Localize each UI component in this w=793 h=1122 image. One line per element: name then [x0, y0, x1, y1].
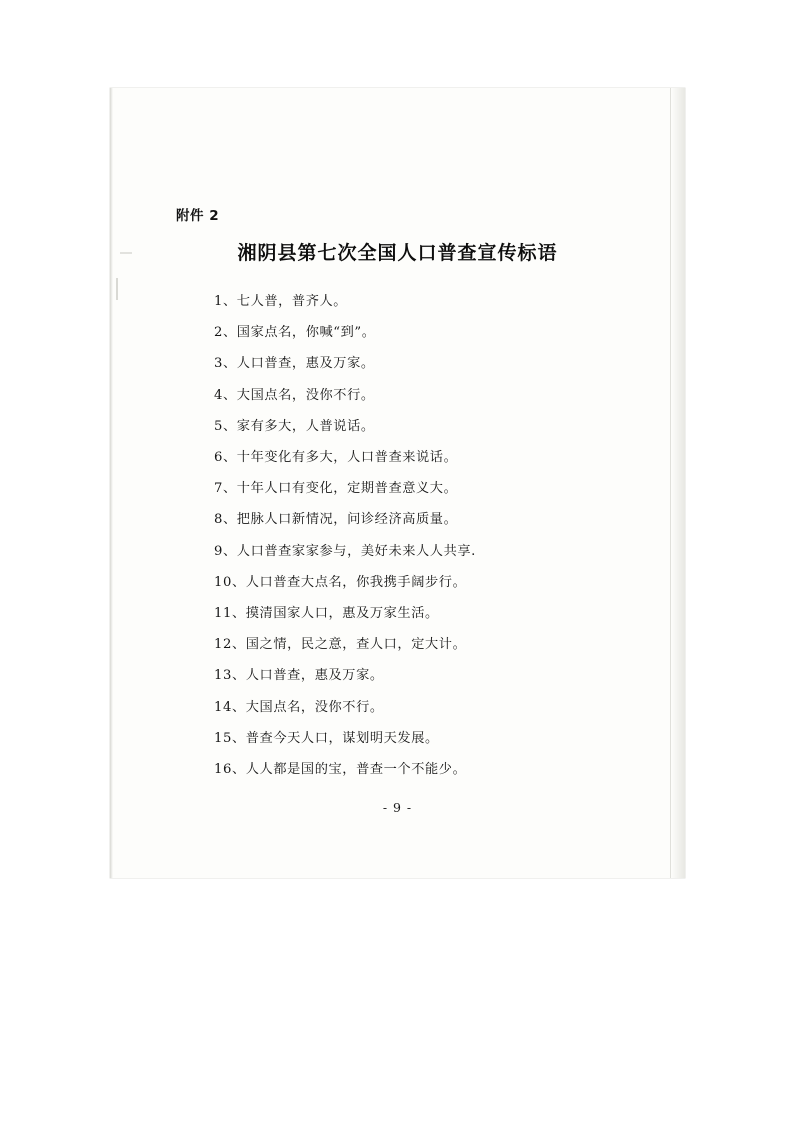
slogan-list [214, 286, 644, 785]
page-number: - 9 - [382, 800, 413, 815]
list-item: 9、人口普查家家参与，美好未来人人共享. [214, 543, 476, 559]
list-item: 14、大国点名，没你不行。 [214, 699, 384, 715]
list-item: 4、大国点名，没你不行。 [214, 387, 375, 403]
list-item: 12、国之情，民之意，查人口，定大计。 [214, 637, 467, 653]
list-item: 8、把脉人口新情况，问诊经济高质量。 [214, 512, 458, 528]
list-item: 6、十年变化有多大，人口普查来说话。 [214, 450, 458, 466]
page-title: 湘阴县第七次全国人口普查宣传标语 [237, 242, 558, 264]
list-item: 10、人口普查大点名，你我携手阔步行。 [214, 574, 467, 590]
list-item: 16、人人都是国的宝，普查一个不能少。 [214, 762, 467, 778]
scanned-page [110, 88, 685, 878]
list-item: 15、普查今天人口，谋划明天发展。 [214, 730, 439, 746]
list-item: 11、摸清国家人口，惠及万家生活。 [214, 606, 439, 622]
list-item: 13、人口普查，惠及万家。 [214, 668, 384, 684]
document-body [110, 88, 685, 878]
list-item: 2、国家点名，你喊“到”。 [214, 325, 376, 341]
list-item: 5、家有多大，人普说话。 [214, 418, 375, 434]
list-item: 3、人口普查，惠及万家。 [214, 356, 375, 372]
list-item: 7、十年人口有变化，定期普查意义大。 [214, 481, 458, 497]
list-item: 1、七人普，普齐人。 [214, 294, 348, 309]
attachment-label: 附件 2 [176, 208, 220, 224]
